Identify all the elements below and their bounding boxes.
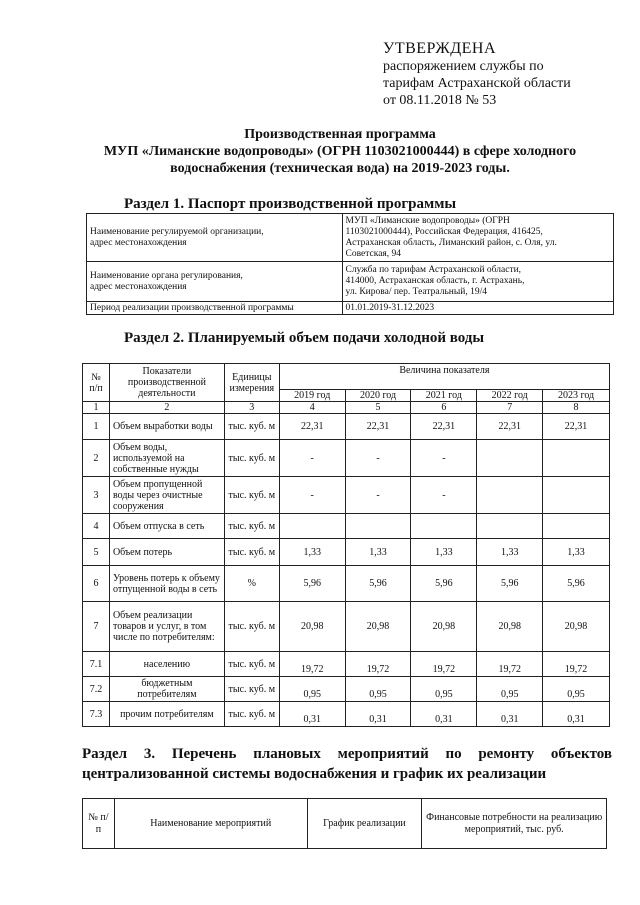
table-row (83, 566, 610, 602)
row-value: 5,96 (477, 566, 543, 602)
row-name: Объем потерь (109, 539, 224, 566)
table-row (83, 602, 610, 652)
column-number: 1 (83, 402, 110, 414)
row-value: 20,98 (411, 602, 477, 652)
header-num: № п/п (83, 364, 110, 402)
row-value: 22,31 (345, 414, 411, 440)
row-num: 7 (83, 602, 110, 652)
column-number: 2 (109, 402, 224, 414)
title-line: МУП «Лиманские водопроводы» (ОГРН 1103021000444) в сфере холодного (103, 144, 577, 159)
measures-table (82, 798, 607, 849)
row-unit: тыс. куб. м (224, 652, 279, 677)
row-value: - (279, 477, 345, 514)
row-num: 3 (83, 477, 110, 514)
approval-date: от 08.11.2018 № 53 (383, 93, 497, 108)
row-unit: тыс. куб. м (224, 602, 279, 652)
section3-heading: Раздел 3. Перечень плановых мероприятий по ремонту объектов централизованной системы водоснабжения и график их реализации (82, 746, 612, 782)
title-line: водоснабжения (техническая вода) на 2019-2023 годы. (170, 161, 510, 176)
header-finance: Финансовые потребности на реализацию мероприятий, тыс. руб. (422, 799, 607, 849)
header-year: 2020 год (345, 390, 411, 402)
row-value: 1,33 (345, 539, 411, 566)
row-name: Объем реализации товаров и услуг, в том числе по потребителям: (109, 602, 224, 652)
row-value: 19,72 (279, 652, 345, 677)
row-value: 20,98 (345, 602, 411, 652)
document-title (70, 126, 610, 177)
row-value: 1,33 (543, 539, 610, 566)
row-value: 19,72 (543, 652, 610, 677)
row-value: 22,31 (279, 414, 345, 440)
row-value: 5,96 (345, 566, 411, 602)
row-value: 0,31 (477, 702, 543, 727)
table-row (83, 539, 610, 566)
row-value: 5,96 (411, 566, 477, 602)
approval-stamp (383, 40, 633, 109)
header-unit: Единицы измерения (224, 364, 279, 402)
row-value: 0,95 (279, 677, 345, 702)
row-value (411, 514, 477, 539)
table-header-row (83, 799, 607, 849)
row-num: 2 (83, 440, 110, 477)
row-value: 19,72 (477, 652, 543, 677)
column-number: 8 (543, 402, 610, 414)
row-unit: % (224, 566, 279, 602)
row-name: Объем выработки воды (109, 414, 224, 440)
table-row (83, 477, 610, 514)
row-name: населению (109, 652, 224, 677)
title-line: Производственная программа (244, 127, 436, 142)
row-name: Уровень потерь к объему отпущенной воды в сеть (109, 566, 224, 602)
row-unit: тыс. куб. м (224, 514, 279, 539)
row-name: прочим потребителям (109, 702, 224, 727)
column-number: 4 (279, 402, 345, 414)
row-num: 6 (83, 566, 110, 602)
table-row (87, 262, 614, 302)
header-year: 2023 год (543, 390, 610, 402)
table-cell: Служба по тарифам Астраханской области, 414000, Астраханская область, г. Астрахань, ул. Кирова/ пер. Театральный, 19/4 (342, 262, 613, 302)
row-unit: тыс. куб. м (224, 440, 279, 477)
table-cell: 01.01.2019-31.12.2023 (342, 302, 613, 315)
table-row (87, 302, 614, 315)
row-name: Объем воды, используемой на собственные нужды (109, 440, 224, 477)
row-value: 19,72 (411, 652, 477, 677)
row-value (543, 477, 610, 514)
row-value: 1,33 (477, 539, 543, 566)
row-value: 0,31 (279, 702, 345, 727)
table-header-row (83, 364, 610, 390)
row-value: 22,31 (411, 414, 477, 440)
header-year: 2019 год (279, 390, 345, 402)
row-value: 5,96 (279, 566, 345, 602)
row-value: 1,33 (411, 539, 477, 566)
row-unit: тыс. куб. м (224, 702, 279, 727)
row-value: 0,95 (477, 677, 543, 702)
table-row (83, 414, 610, 440)
table-row (83, 652, 610, 677)
row-unit: тыс. куб. м (224, 677, 279, 702)
row-value: - (345, 477, 411, 514)
header-num: № п/п (83, 799, 115, 849)
row-value (543, 440, 610, 477)
table-row (87, 214, 614, 262)
column-number: 7 (477, 402, 543, 414)
row-name: Объем отпуска в сеть (109, 514, 224, 539)
row-unit: тыс. куб. м (224, 539, 279, 566)
approval-line: распоряжением службы по (383, 59, 544, 74)
row-value: 22,31 (543, 414, 610, 440)
table-row (83, 440, 610, 477)
row-value: 0,95 (411, 677, 477, 702)
section1-heading: Раздел 1. Паспорт производственной программы (124, 196, 457, 212)
row-value (477, 440, 543, 477)
row-value (477, 477, 543, 514)
row-value (345, 514, 411, 539)
row-num: 7.3 (83, 702, 110, 727)
header-indicator: Показатели производственной деятельности (109, 364, 224, 402)
row-value: 19,72 (345, 652, 411, 677)
row-value (543, 514, 610, 539)
row-name: бюджетным потребителям (109, 677, 224, 702)
header-year: 2021 год (411, 390, 477, 402)
water-supply-table (82, 363, 610, 727)
row-value: 0,95 (543, 677, 610, 702)
row-unit: тыс. куб. м (224, 414, 279, 440)
column-number: 6 (411, 402, 477, 414)
row-value: 20,98 (477, 602, 543, 652)
approval-heading: УТВЕРЖДЕНА (383, 40, 497, 57)
header-year: 2022 год (477, 390, 543, 402)
approval-line: тарифам Астраханской области (383, 76, 571, 91)
section2-heading: Раздел 2. Планируемый объем подачи холодной воды (124, 330, 485, 346)
row-value: 22,31 (477, 414, 543, 440)
row-value: 0,95 (345, 677, 411, 702)
row-value: 20,98 (543, 602, 610, 652)
row-num: 4 (83, 514, 110, 539)
row-value: - (411, 440, 477, 477)
row-value: 0,31 (345, 702, 411, 727)
table-row (83, 702, 610, 727)
column-number: 5 (345, 402, 411, 414)
row-value (279, 514, 345, 539)
row-value: 0,31 (543, 702, 610, 727)
table-cell: Наименование органа регулирования, адрес местонахождения (87, 262, 343, 302)
row-value (477, 514, 543, 539)
row-value: - (345, 440, 411, 477)
row-value: 20,98 (279, 602, 345, 652)
table-cell: МУП «Лиманские водопроводы» (ОГРН 1103021000444), Российская Федерация, 416425, Астраханская область, Лиманский район, с. Оля, ул. Советская, 94 (342, 214, 613, 262)
row-value: - (279, 440, 345, 477)
table-cell: Наименование регулируемой организации, адрес местонахождения (87, 214, 343, 262)
row-value: 5,96 (543, 566, 610, 602)
row-value: 1,33 (279, 539, 345, 566)
passport-table (86, 213, 614, 315)
row-value: 0,31 (411, 702, 477, 727)
column-number-row (83, 402, 610, 414)
header-measures: Наименование мероприятий (114, 799, 307, 849)
column-number: 3 (224, 402, 279, 414)
header-schedule: График реализации (307, 799, 422, 849)
row-name: Объем пропущенной воды через очистные сооружения (109, 477, 224, 514)
row-unit: тыс. куб. м (224, 477, 279, 514)
row-value: - (411, 477, 477, 514)
table-cell: Период реализации производственной программы (87, 302, 343, 315)
row-num: 5 (83, 539, 110, 566)
row-num: 7.1 (83, 652, 110, 677)
header-value: Величина показателя (279, 364, 609, 390)
table-row (83, 514, 610, 539)
row-num: 1 (83, 414, 110, 440)
row-num: 7.2 (83, 677, 110, 702)
table-row (83, 677, 610, 702)
